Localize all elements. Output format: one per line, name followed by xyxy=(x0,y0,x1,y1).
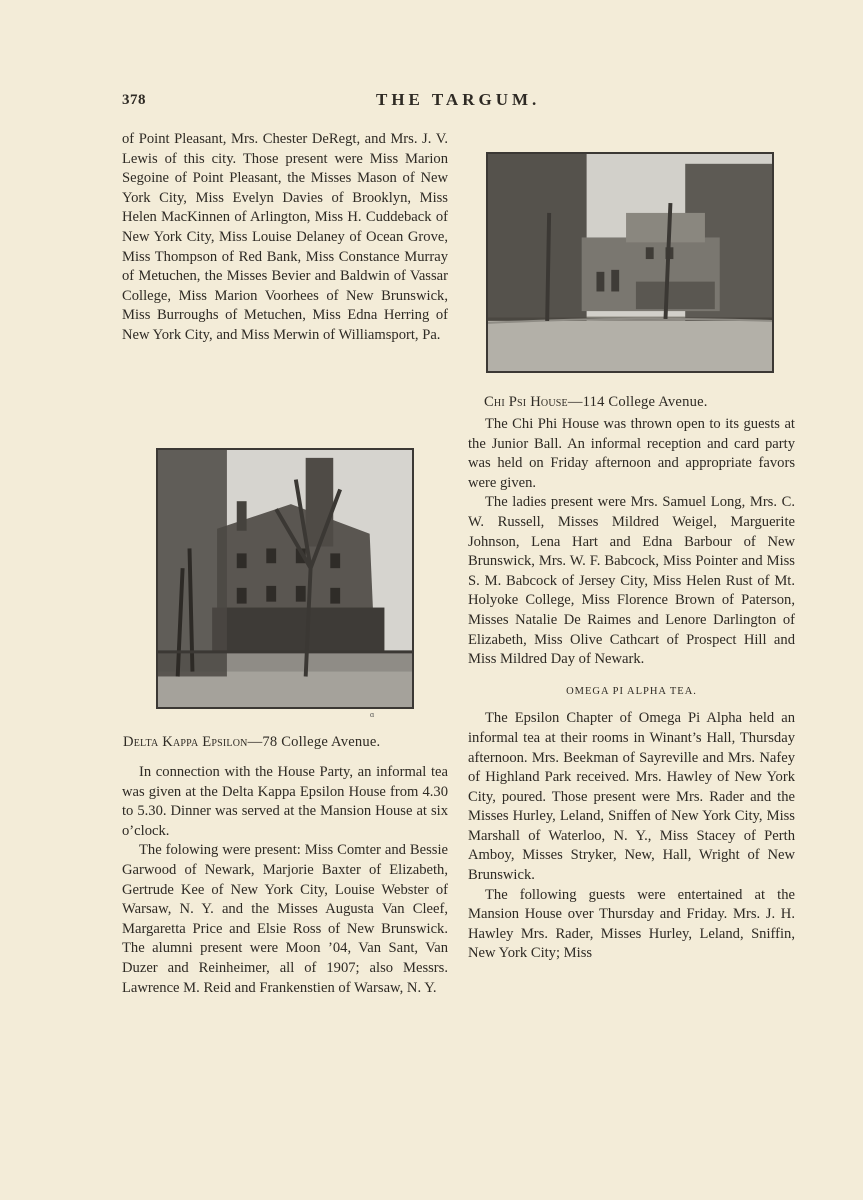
chi-psi-house-photo xyxy=(486,152,774,373)
caption-address: —114 College Avenue. xyxy=(567,394,708,410)
paragraph: of Point Pleasant, Mrs. Chester DeRegt, and Mrs. J. V. Lewis of this city. Those present were Miss Marion Segoine of Point Pleasant, the Misses Mason of New York City, Miss Evelyn Davies of Brooklyn, Miss Helen MacKinnen of Arlington, Miss H. Cuddeback of New York City, Miss Louise Delaney of Ocean Grove, Miss Thompson of Red Bank, Miss Constance Murray of Metuchen, the Misses Bevier and Baldwin of Vassar College, Miss Marion Voorhees of New Brunswick, Miss Burroughs of Metuchen, Miss Edna Herring of New York City, and Miss Merwin of Williamsport, Pa. xyxy=(122,131,448,343)
caption-name: Delta Kappa Epsilon xyxy=(123,734,248,750)
caption-name: Chi Psi House xyxy=(484,394,568,410)
left-column-top-text xyxy=(122,130,448,346)
paragraph: In connection with the House Party, an informal tea was given at the Delta Kappa Epsilon House from 4.30 to 5.30. Dinner was served at the Mansion House at six o’clock. xyxy=(122,764,448,839)
right-column-text xyxy=(468,415,795,964)
caption-address: —78 College Avenue. xyxy=(247,734,381,750)
paragraph: The Chi Phi House was thrown open to its guests at the Junior Ball. An informal reception and card party was held on Friday afternoon and appropriate favors were given. xyxy=(468,416,795,491)
paragraph: The folowing were present: Miss Comter and Bessie Garwood of Newark, Marjorie Baxter of Elizabeth, Gertrude Kee of New York City, Louise Webster of Warsaw, N. Y. and the Misses Augusta Van Cleef, Margaretta Price and Elsie Ross of New Brunswick. The alumni present were Moon ’04, Van Sant, Van Duzer and Reinheimer, all of 1907; also Messrs. Lawrence M. Reid and Frankenstien of Warsaw, N. Y. xyxy=(122,842,448,996)
running-head: THE TARGUM. xyxy=(376,90,541,109)
paragraph: The ladies present were Mrs. Samuel Long, Mrs. C. W. Russell, Misses Mildred Weigel, Marguerite Johnson, Lena Hart and Edna Barbour of New Brunswick, Mrs. W. F. Babcock, Miss Pointer and Miss S. M. Babcock of Jersey City, Miss Helen Rust of Mt. Holyoke College, Miss Florence Brown of Paterson, Misses Natalie De Raimes and Lenore Darlington of Elizabeth, Miss Olive Cathcart of Prospect Hill and Miss Mildred Day of Newark. xyxy=(468,494,795,668)
stray-mark: ɑ xyxy=(370,710,375,719)
paragraph: The following guests were entertained at the Mansion House over Thursday and Friday. Mrs. J. H. Hawley Mrs. Rader, Misses Hurley, Leland, Sniffin, New York City; Miss xyxy=(468,886,795,962)
delta-kappa-epsilon-caption xyxy=(123,734,380,751)
paragraph: The Epsilon Chapter of Omega Pi Alpha held an informal tea at their rooms in Winant’s Hall, Thursday afternoon. Mrs. Beekman of Sayreville and Mrs. Nafey of Highland Park received. Mrs. Hawley of New York City, poured. Those present were Mrs. Rader and the Misses Hurley, Leland, Sniffen of New York City, Miss Marshall of Waterloo, N. Y., Miss Stacey of Perth Amboy, Misses Stryker, New, Hall, Wright of New Brunswick. xyxy=(468,710,795,884)
left-column-bottom-text xyxy=(122,763,448,998)
chi-psi-caption xyxy=(484,394,708,411)
page-number: 378 xyxy=(122,92,146,108)
delta-kappa-epsilon-house-photo xyxy=(156,448,414,709)
section-heading: OMEGA PI ALPHA TEA. xyxy=(566,685,697,697)
